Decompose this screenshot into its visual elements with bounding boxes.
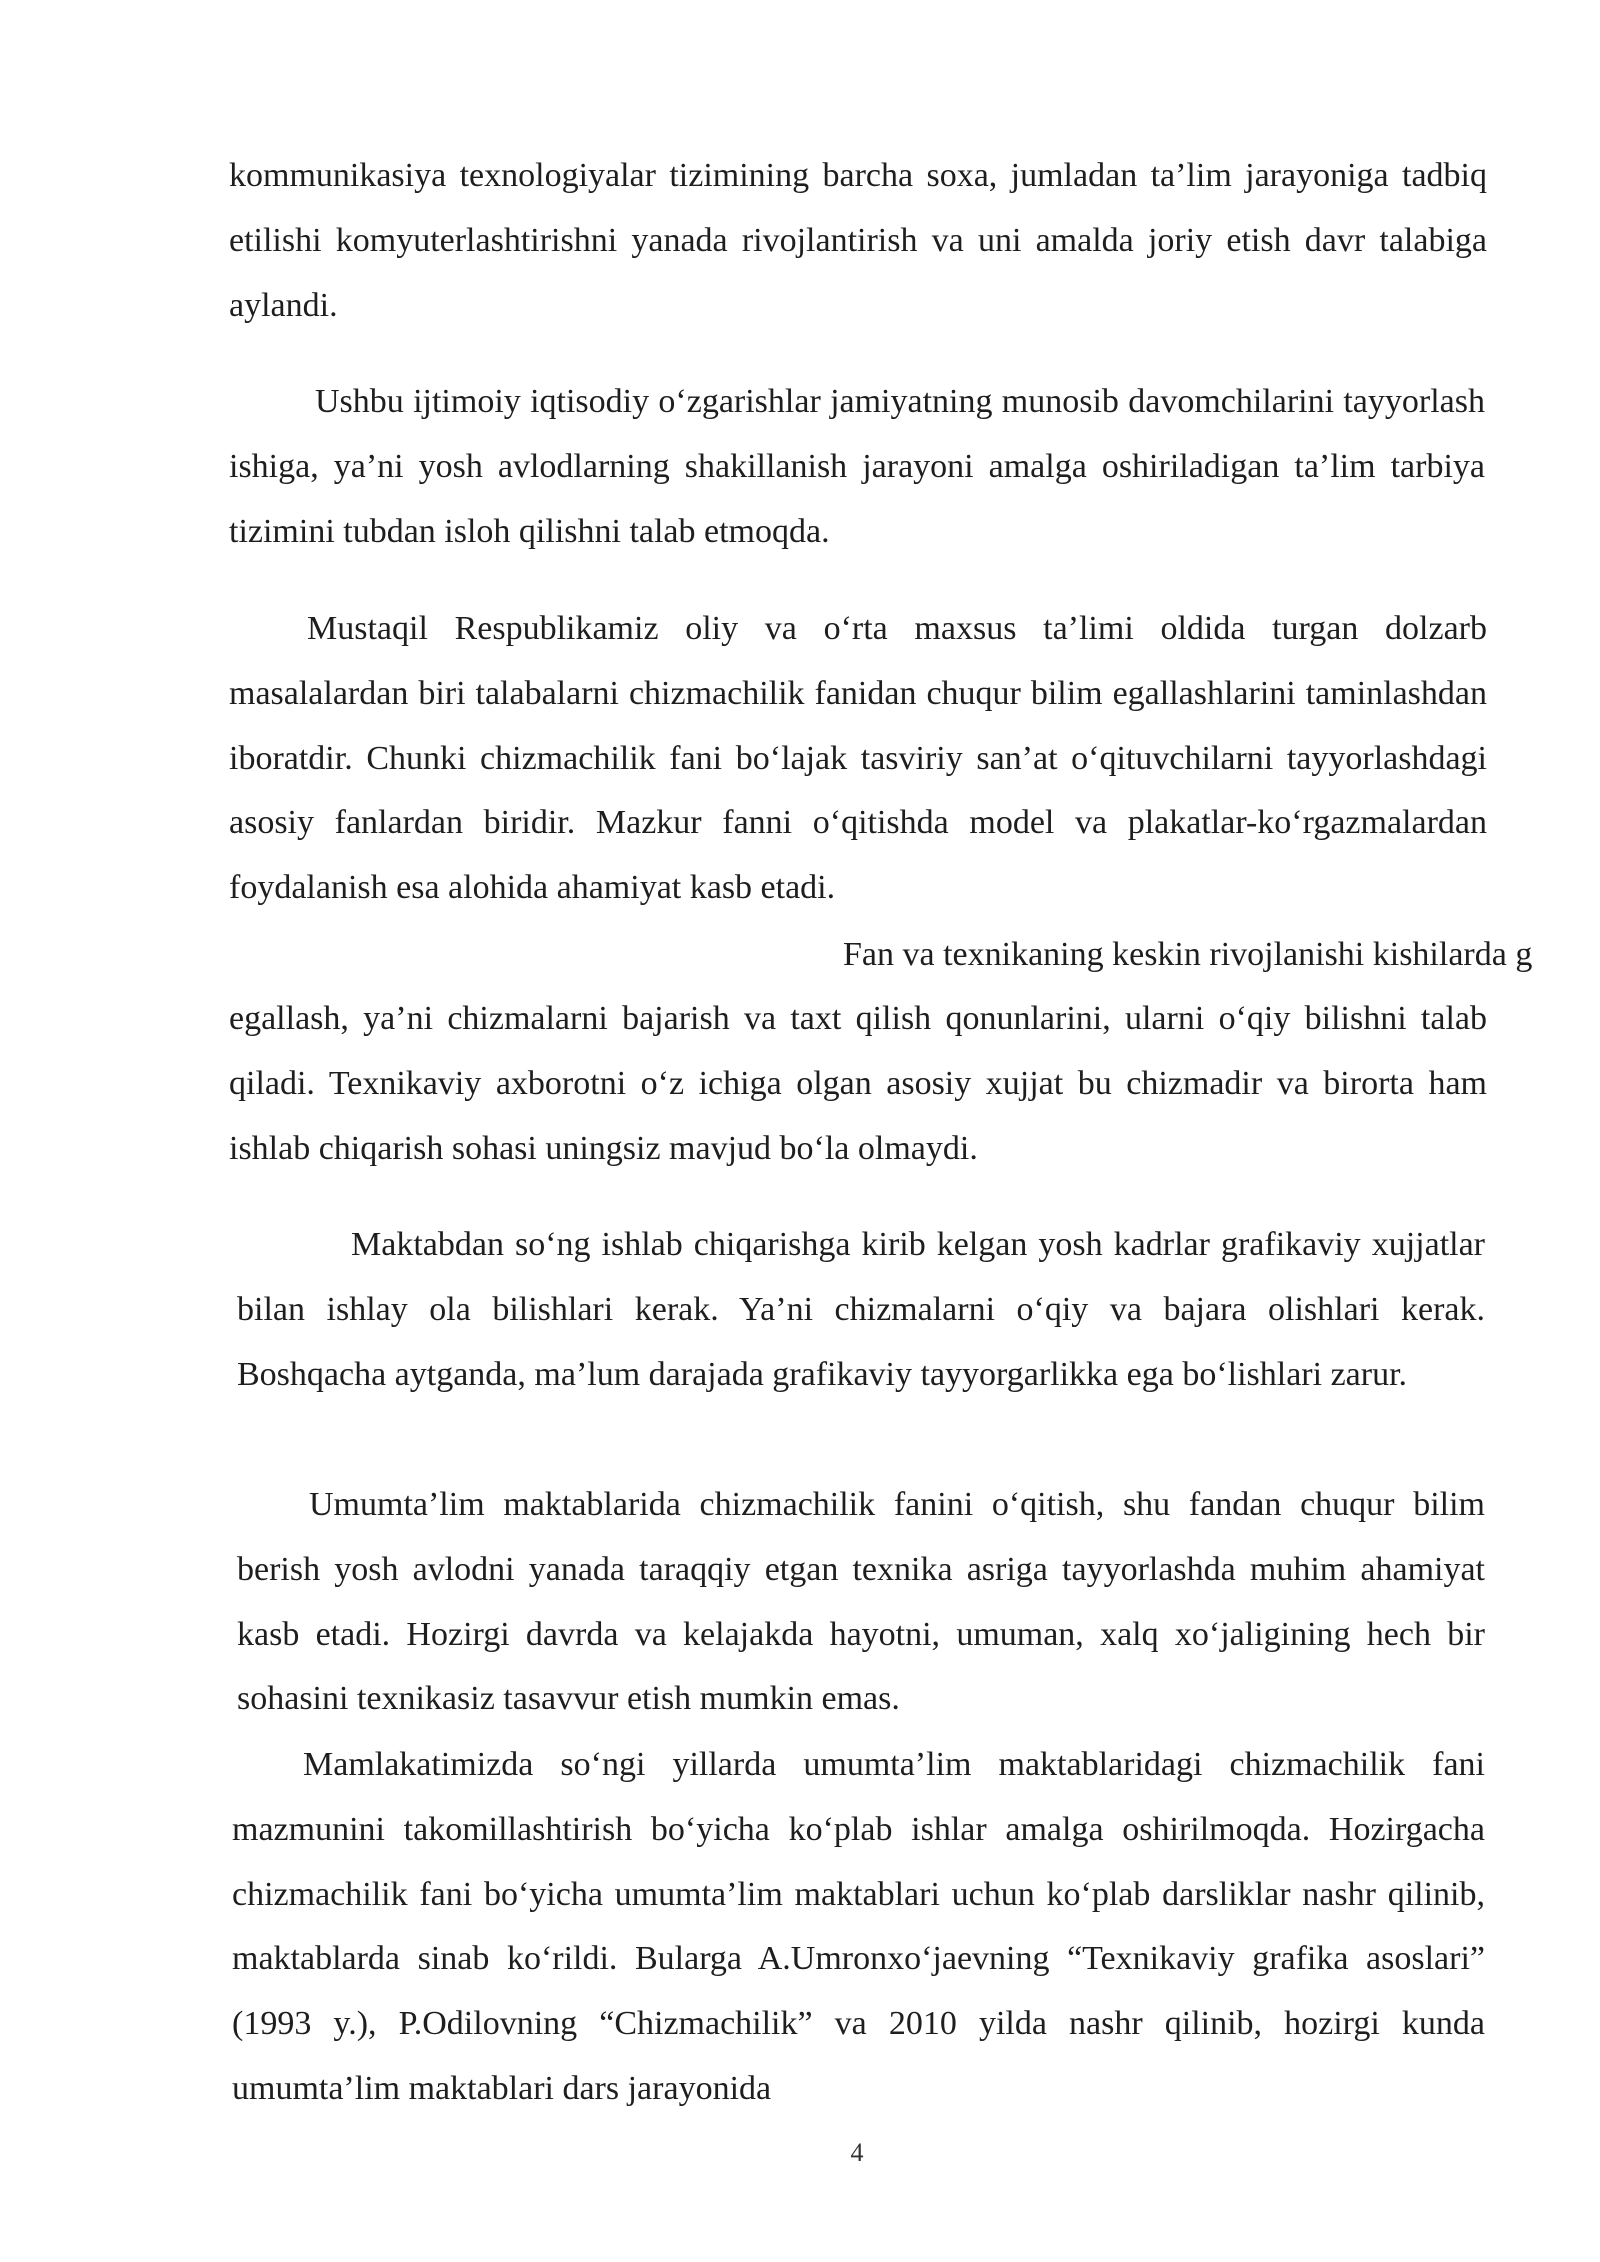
paragraph-4-first-line: Fan va texnikaning keskin rivojlanishi kishilarda g — [843, 936, 1533, 973]
paragraph-7: Mamlakatimizda so‘ngi yillarda umumta’lim maktablaridagi chizmachilik fani mazmunini takomillashtirish bo‘yicha ko‘plab ishlar amalga oshirilmoqda. Hozirgacha chizmachilik fani bo‘yicha umumta’lim maktablari uchun ko‘plab darsliklar nashr qilinib, maktablarda sinab ko‘rildi. Bularga A.Umronxo‘jaevning “Texnikaviy grafika asoslari” (1993 y.), P.Odilovning “Chizmachilik” va 2010 yilda nashr qilinib, hozirgi kunda umumta’lim maktablari dars jarayonida — [232, 1746, 1485, 2107]
paragraph-5: Maktabdan so‘ng ishlab chiqarishga kirib kelgan yosh kadrlar grafikaviy xujjatlar bilan ishlay ola bilishlari kerak. Ya’ni chizmalarni o‘qiy va bajara olishlari kerak. Boshqacha aytganda, ma’lum darajada grafikaviy tayyorgarlikka ega bo‘lishlari zarur. — [237, 1226, 1485, 1393]
paragraph-2: Ushbu ijtimoiy iqtisodiy o‘zgarishlar jamiyatning munosib davomchilarini tayyorlash ishiga, ya’ni yosh avlodlarning shakillanish jarayoni amalga oshiriladigan ta’lim tarbiya tizimini tubdan isloh qilishni talab etmoqda. — [229, 383, 1485, 550]
paragraph-6: Umumta’lim maktablarida chizmachilik fanini o‘qitish, shu fandan chuqur bilim berish yosh avlodni yanada taraqqiy etgan texnika asriga tayyorlashda muhim ahamiyat kasb etadi. Hozirgi davrda va kelajakda hayotni, umuman, xalq xo‘jaligining hech bir sohasini texnikasiz tasavvur etish mumkin emas. — [237, 1486, 1485, 1718]
paragraph-4-continuation: egallash, ya’ni chizmalarni bajarish va taxt qilish qonunlarini, ularni o‘qiy bilishni talab qiladi. Texnikaviy axborotni o‘z ichiga olgan asosiy xujjat bu chizmadir va birorta ham ishlab chiqarish sohasi uningsiz mavjud bo‘la olmaydi. — [229, 1000, 1487, 1167]
paragraph-3: Mustaqil Respublikamiz oliy va o‘rta maxsus ta’limi oldida turgan dolzarb masalalardan biri talabalarni chizmachilik fanidan chuqur bilim egallashlarini taminlashdan iboratdir. Chunki chizmachilik fani bo‘lajak tasviriy san’at o‘qituvchilarni tayyorlashdagi asosiy fanlardan biridir. Mazkur fanni o‘qitishda model va plakatlar-ko‘rgazmalardan foydalanish esa alohida ahamiyat kasb etadi. — [229, 610, 1487, 907]
page-number: 4 — [850, 2138, 864, 2167]
paragraph-1: kommunikasiya texnologiyalar tizimining barcha soxa, jumladan ta’lim jarayoniga tadbiq etilishi komyuterlashtirishni yanada rivojlantirish va uni amalda joriy etish davr talabiga aylandi. — [229, 157, 1487, 324]
